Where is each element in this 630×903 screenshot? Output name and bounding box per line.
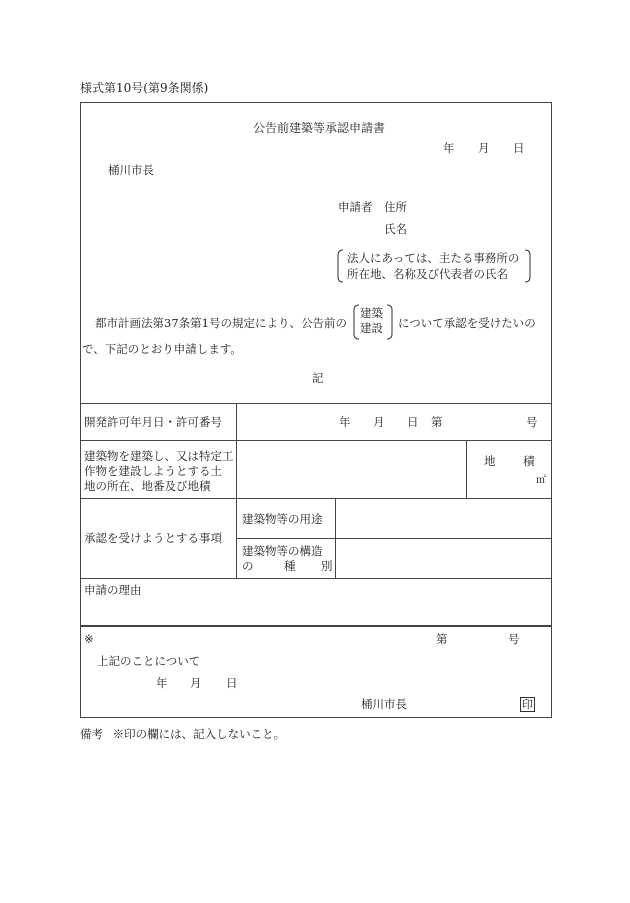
office-dai: 第 <box>436 632 448 646</box>
office-month: 月 <box>190 676 202 690</box>
office-year: 年 <box>156 676 168 690</box>
structure-label-no: の <box>242 559 254 573</box>
date-day: 日 <box>513 141 525 155</box>
applicant-address-label: 住所 <box>384 200 407 214</box>
location-label-line2: 作物を建設しようとする土 <box>84 464 222 478</box>
body-text-line2: で、下記のとおり申請します。 <box>82 342 242 356</box>
office-go: 号 <box>508 632 520 646</box>
form-title: 公告前建築等承認申請書 <box>253 121 386 135</box>
office-statement: 上記のことについて <box>97 654 201 668</box>
location-label-line3: 地の所在、地番及び地積 <box>84 479 211 493</box>
location-label-line1: 建築物を建築し、又は特定工 <box>84 449 234 463</box>
divider-office-top <box>80 625 552 627</box>
divider-approval-top <box>80 498 552 499</box>
permit-dai: 第 <box>431 415 443 429</box>
divider-item-column <box>335 498 336 578</box>
structure-label-betsu: 別 <box>321 559 333 573</box>
date-year: 年 <box>443 141 455 155</box>
permit-month: 月 <box>373 415 385 429</box>
chiseki-label: 地 積 <box>484 454 536 468</box>
corp-note-line1: 法人にあっては、主たる事務所の <box>347 251 520 265</box>
footnote: 備考 ※印の欄には、記入しないこと。 <box>80 727 286 741</box>
form-number: 様式第10号(第9条関係) <box>80 81 209 95</box>
use-label: 建築物等の用途 <box>242 512 323 526</box>
date-month: 月 <box>478 141 490 155</box>
applicant-name-label: 氏名 <box>384 222 407 236</box>
permit-label: 開発許可年月日・許可番号 <box>84 415 222 429</box>
office-day: 日 <box>226 676 238 690</box>
divider-location-top <box>80 440 552 441</box>
body-text-part2: について承認を受けたいの <box>398 316 536 330</box>
choice-building: 建築 <box>360 306 383 320</box>
seal-stamp-box <box>520 697 535 712</box>
divider-use-structure <box>236 538 552 539</box>
reason-label: 申請の理由 <box>84 583 142 597</box>
permit-year: 年 <box>339 415 351 429</box>
chiseki-unit: ㎡ <box>536 475 546 486</box>
structure-label-shu: 種 <box>284 559 296 573</box>
divider-permit-top <box>80 403 552 404</box>
corp-note-line2: 所在地、名称及び代表者の氏名 <box>347 267 508 281</box>
approval-label: 承認を受けようとする事項 <box>84 531 222 545</box>
addressee: 桶川市長 <box>108 163 154 177</box>
office-use-mark: ※ <box>84 632 94 646</box>
body-text-part1: 都市計画法第37条第1号の規定により、公告前の <box>95 316 347 330</box>
choice-construction: 建設 <box>360 321 383 335</box>
ki-heading: 記 <box>312 371 324 385</box>
applicant-label: 申請者 <box>338 200 373 214</box>
office-mayor: 桶川市長 <box>361 697 407 711</box>
permit-day: 日 <box>407 415 419 429</box>
structure-label-line1: 建築物等の構造 <box>242 544 323 558</box>
divider-label-column <box>236 403 237 578</box>
permit-go: 号 <box>526 415 538 429</box>
divider-reason-top <box>80 578 552 579</box>
seal-label: 印 <box>522 698 533 711</box>
divider-chiseki-column <box>466 440 467 498</box>
